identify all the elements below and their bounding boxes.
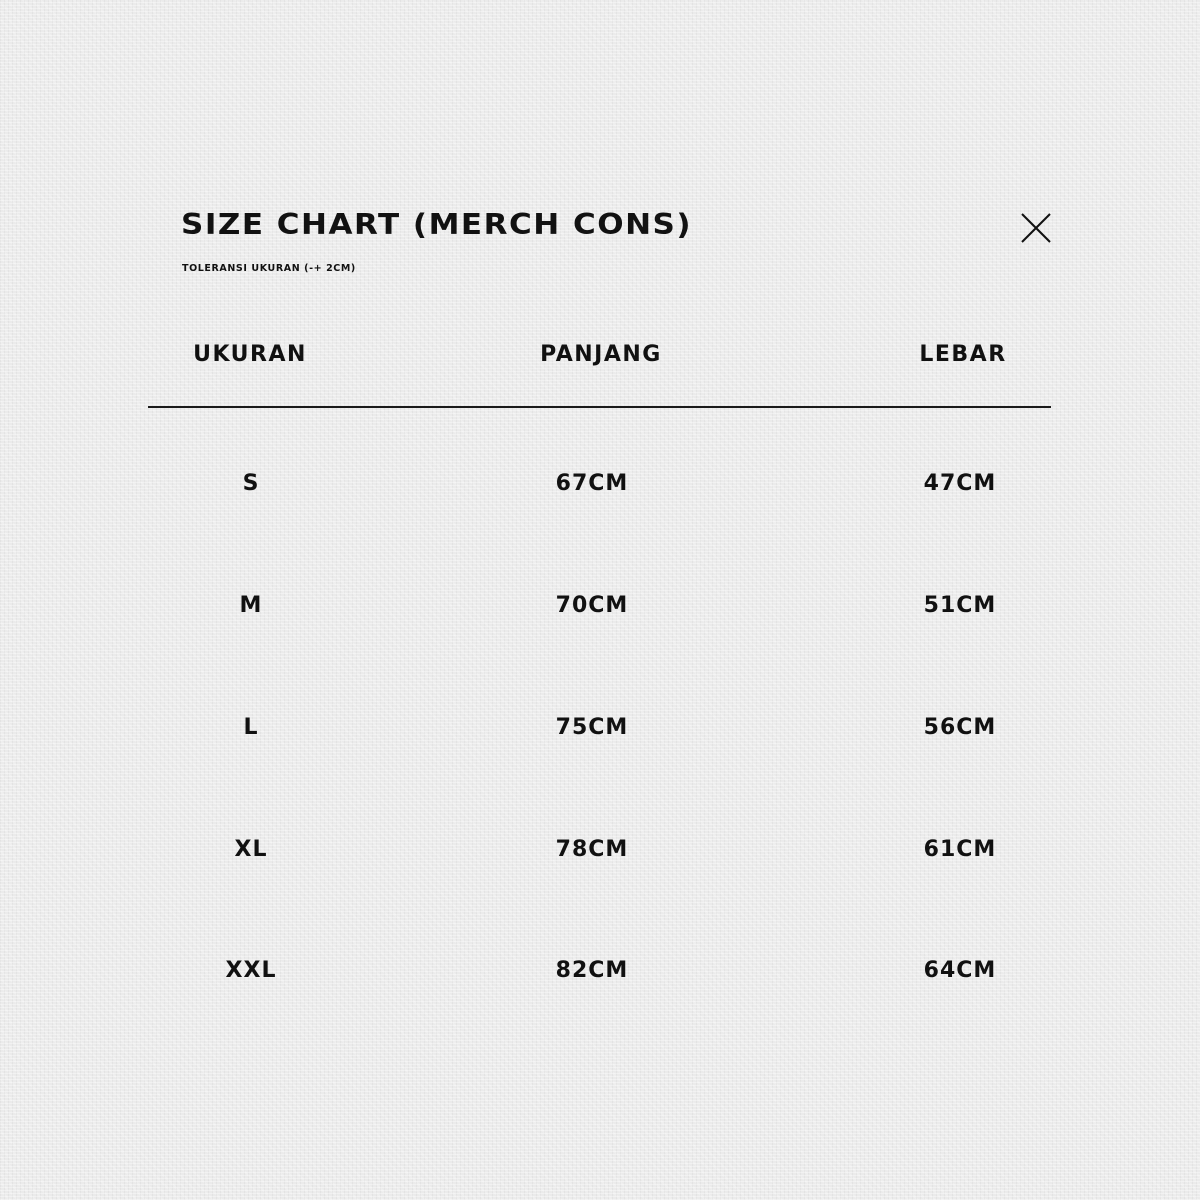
panjang-cell: 78CM	[555, 837, 629, 862]
lebar-cell: 56CM	[923, 715, 997, 740]
size-cell: XXL	[225, 958, 277, 983]
panjang-cell: 75CM	[555, 715, 629, 740]
panjang-cell: 67CM	[555, 471, 629, 496]
panjang-cell: 70CM	[555, 593, 629, 618]
page-title: SIZE CHART (MERCH CONS)	[181, 208, 693, 242]
header-divider	[148, 406, 1051, 408]
close-button[interactable]	[1016, 208, 1056, 248]
close-icon	[1016, 208, 1056, 248]
lebar-cell: 51CM	[923, 593, 997, 618]
size-cell: S	[242, 471, 260, 496]
lebar-cell: 64CM	[923, 958, 997, 983]
column-header-ukuran: UKURAN	[193, 342, 307, 367]
lebar-cell: 47CM	[923, 471, 997, 496]
lebar-cell: 61CM	[923, 837, 997, 862]
size-cell: M	[239, 593, 263, 618]
size-cell: L	[243, 715, 259, 740]
size-cell: XL	[234, 837, 268, 862]
column-header-lebar: LEBAR	[919, 342, 1007, 367]
tolerance-note: TOLERANSI UKURAN (-+ 2CM)	[182, 263, 356, 274]
panjang-cell: 82CM	[555, 958, 629, 983]
column-header-panjang: PANJANG	[540, 342, 662, 367]
